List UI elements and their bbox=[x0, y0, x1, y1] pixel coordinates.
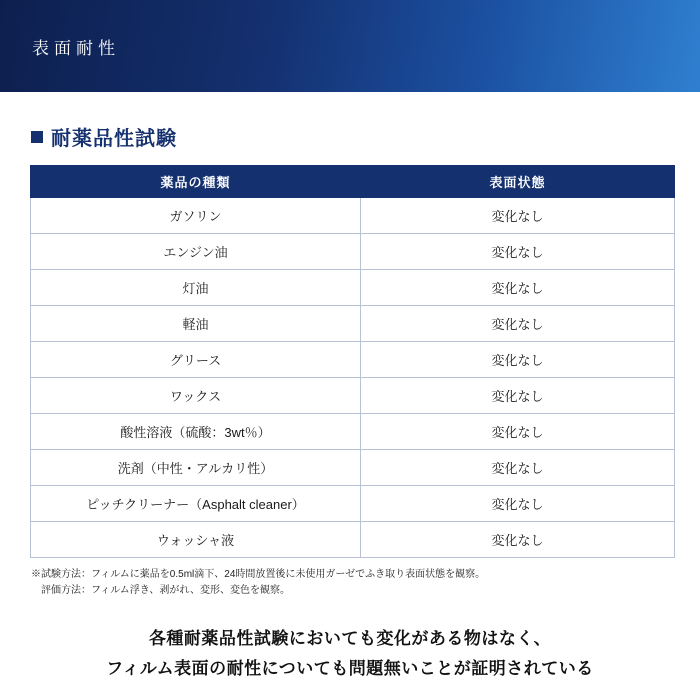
header-banner bbox=[0, 0, 700, 92]
cell-state: 変化なし bbox=[361, 378, 675, 414]
footnote-test-method: ※試験方法：フィルムに薬品を0.5ml滴下、24時間放置後に未使用ガーゼでふき取り表面状態を観察。 bbox=[31, 569, 486, 580]
table-row bbox=[31, 270, 675, 306]
cell-state: 変化なし bbox=[361, 522, 675, 558]
conclusion-line-2: フィルム表面の耐性についても問題無いことが証明されている bbox=[106, 658, 594, 678]
cell-state: 変化なし bbox=[361, 414, 675, 450]
square-marker-icon bbox=[31, 131, 43, 143]
table-row bbox=[31, 378, 675, 414]
cell-chemical: ピッチクリーナー（Asphalt cleaner） bbox=[31, 486, 361, 522]
cell-state: 変化なし bbox=[361, 342, 675, 378]
table-row bbox=[31, 450, 675, 486]
page-title: 表面耐性 bbox=[32, 38, 120, 58]
cell-chemical: ウォッシャ液 bbox=[31, 522, 361, 558]
conclusion-line-1: 各種耐薬品性試験においても変化がある物はなく、 bbox=[148, 629, 552, 648]
cell-state: 変化なし bbox=[361, 486, 675, 522]
conclusion-text bbox=[28, 624, 672, 684]
cell-chemical: 軽油 bbox=[31, 306, 361, 342]
section-heading-label: 耐薬品性試験 bbox=[51, 128, 177, 150]
cell-chemical: エンジン油 bbox=[31, 234, 361, 270]
footnote-evaluation-method: 評価方法：フィルム浮き、剥がれ、変形、変色を観察。 bbox=[41, 584, 290, 596]
cell-state: 変化なし bbox=[361, 306, 675, 342]
table-row bbox=[31, 486, 675, 522]
table-header-row bbox=[31, 166, 675, 198]
cell-chemical: 酸性溶液（硫酸：3wt％） bbox=[31, 414, 361, 450]
cell-chemical: グリース bbox=[31, 342, 361, 378]
cell-chemical: ワックス bbox=[31, 378, 361, 414]
cell-state: 変化なし bbox=[361, 450, 675, 486]
section-heading bbox=[31, 122, 672, 151]
cell-state: 変化なし bbox=[361, 234, 675, 270]
column-header-state: 表面状態 bbox=[361, 166, 675, 198]
table-row bbox=[31, 306, 675, 342]
cell-chemical: 灯油 bbox=[31, 270, 361, 306]
footnotes bbox=[31, 567, 672, 598]
table-row bbox=[31, 522, 675, 558]
table-row bbox=[31, 234, 675, 270]
cell-state: 変化なし bbox=[361, 198, 675, 234]
table-row bbox=[31, 198, 675, 234]
table-row bbox=[31, 342, 675, 378]
table-row bbox=[31, 414, 675, 450]
cell-state: 変化なし bbox=[361, 270, 675, 306]
content-area bbox=[0, 122, 700, 684]
column-header-chemical: 薬品の種類 bbox=[31, 166, 361, 198]
cell-chemical: 洗剤（中性・アルカリ性） bbox=[31, 450, 361, 486]
cell-chemical: ガソリン bbox=[31, 198, 361, 234]
chemical-resistance-table bbox=[30, 165, 675, 558]
